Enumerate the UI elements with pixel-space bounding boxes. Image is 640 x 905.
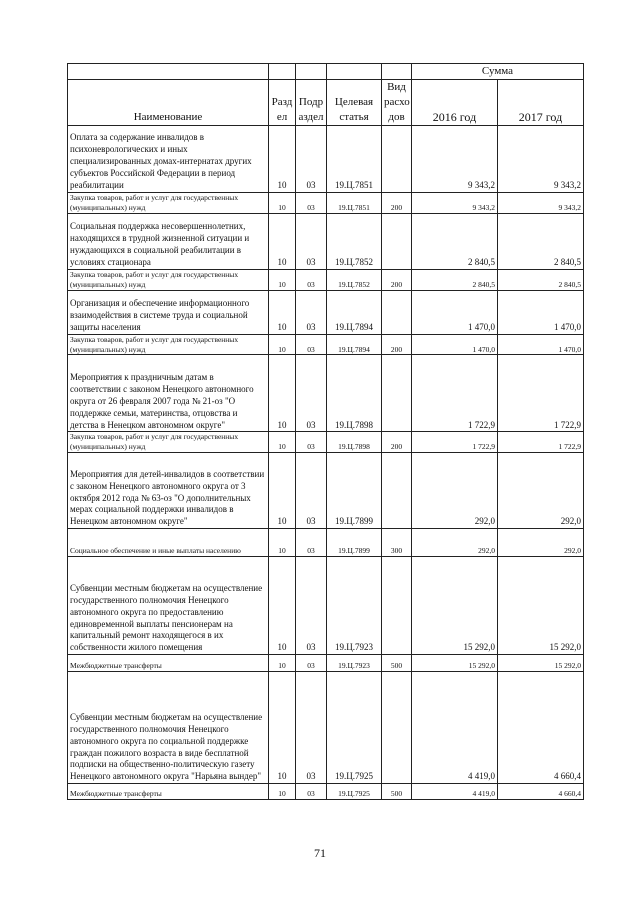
row-expense-type bbox=[382, 672, 412, 784]
row-sum-2017: 1 470,0 bbox=[498, 334, 584, 355]
row-podrazdel: 03 bbox=[296, 192, 327, 213]
row-razdel: 10 bbox=[269, 672, 296, 784]
row-target: 19.Ц.7899 bbox=[327, 529, 382, 557]
row-name: Организация и обеспечение информационного взаимодействия в системе труда и социальной защиты населения bbox=[68, 290, 269, 334]
row-expense-type bbox=[382, 125, 412, 192]
row-razdel: 10 bbox=[269, 453, 296, 529]
row-sum-2017: 1 722,9 bbox=[498, 355, 584, 432]
row-sum-2016: 292,0 bbox=[412, 453, 498, 529]
row-sum-2016: 1 722,9 bbox=[412, 432, 498, 453]
table-row bbox=[68, 334, 584, 355]
row-sum-2017: 292,0 bbox=[498, 453, 584, 529]
row-podrazdel: 03 bbox=[296, 355, 327, 432]
row-target: 19.Ц.7851 bbox=[327, 125, 382, 192]
row-name: Закупка товаров, работ и услуг для государственных (муниципальных) нужд bbox=[68, 432, 269, 453]
row-name: Межбюджетные трансферты bbox=[68, 655, 269, 672]
row-target: 19.Ц.7851 bbox=[327, 192, 382, 213]
table-row bbox=[68, 529, 584, 557]
header-expense-type: Вид расхо дов bbox=[382, 79, 412, 125]
row-razdel: 10 bbox=[269, 655, 296, 672]
row-expense-type bbox=[382, 213, 412, 269]
table-row bbox=[68, 213, 584, 269]
row-target: 19.Ц.7894 bbox=[327, 290, 382, 334]
row-sum-2017: 2 840,5 bbox=[498, 213, 584, 269]
table-row bbox=[68, 269, 584, 290]
row-name: Межбюджетные трансферты bbox=[68, 784, 269, 800]
row-expense-type: 300 bbox=[382, 529, 412, 557]
row-podrazdel: 03 bbox=[296, 269, 327, 290]
row-razdel: 10 bbox=[269, 213, 296, 269]
row-expense-type: 500 bbox=[382, 784, 412, 800]
row-podrazdel: 03 bbox=[296, 334, 327, 355]
row-podrazdel: 03 bbox=[296, 432, 327, 453]
row-target: 19.Ц.7923 bbox=[327, 557, 382, 655]
header-row-top bbox=[68, 64, 584, 80]
table-row bbox=[68, 557, 584, 655]
row-target: 19.Ц.7923 bbox=[327, 655, 382, 672]
row-razdel: 10 bbox=[269, 432, 296, 453]
header-year-2016: 2016 год bbox=[412, 79, 498, 125]
row-podrazdel: 03 bbox=[296, 529, 327, 557]
table-row bbox=[68, 432, 584, 453]
row-sum-2017: 292,0 bbox=[498, 529, 584, 557]
row-razdel: 10 bbox=[269, 784, 296, 800]
row-target: 19.Ц.7898 bbox=[327, 355, 382, 432]
header-year-2017: 2017 год bbox=[498, 79, 584, 125]
row-expense-type: 200 bbox=[382, 269, 412, 290]
table-row bbox=[68, 192, 584, 213]
row-podrazdel: 03 bbox=[296, 557, 327, 655]
row-razdel: 10 bbox=[269, 269, 296, 290]
row-sum-2016: 15 292,0 bbox=[412, 655, 498, 672]
row-target: 19.Ц.7899 bbox=[327, 453, 382, 529]
row-sum-2016: 9 343,2 bbox=[412, 125, 498, 192]
row-sum-2017: 1 470,0 bbox=[498, 290, 584, 334]
row-sum-2017: 4 660,4 bbox=[498, 672, 584, 784]
row-razdel: 10 bbox=[269, 355, 296, 432]
row-target: 19.Ц.7852 bbox=[327, 213, 382, 269]
row-name: Социальное обеспечение и иные выплаты населению bbox=[68, 529, 269, 557]
row-sum-2017: 1 722,9 bbox=[498, 432, 584, 453]
row-target: 19.Ц.7925 bbox=[327, 784, 382, 800]
row-sum-2017: 2 840,5 bbox=[498, 269, 584, 290]
row-target: 19.Ц.7894 bbox=[327, 334, 382, 355]
row-expense-type: 500 bbox=[382, 655, 412, 672]
row-podrazdel: 03 bbox=[296, 125, 327, 192]
row-razdel: 10 bbox=[269, 334, 296, 355]
page-number: 71 bbox=[314, 846, 326, 860]
row-sum-2016: 15 292,0 bbox=[412, 557, 498, 655]
row-name: Субвенции местным бюджетам на осуществление государственного полномочия Ненецкого автономного округа по предоставлению единовременной выплаты пенсионерам на капитальный ремонт находящегося в их собственности жилого помещения bbox=[68, 557, 269, 655]
table-row bbox=[68, 453, 584, 529]
table-row bbox=[68, 355, 584, 432]
row-sum-2016: 1 470,0 bbox=[412, 334, 498, 355]
row-razdel: 10 bbox=[269, 557, 296, 655]
row-target: 19.Ц.7852 bbox=[327, 269, 382, 290]
row-sum-2017: 4 660,4 bbox=[498, 784, 584, 800]
header-name: Наименование bbox=[68, 79, 269, 125]
row-podrazdel: 03 bbox=[296, 784, 327, 800]
row-expense-type: 200 bbox=[382, 432, 412, 453]
table-row bbox=[68, 655, 584, 672]
row-razdel: 10 bbox=[269, 529, 296, 557]
row-sum-2016: 1 470,0 bbox=[412, 290, 498, 334]
row-sum-2016: 292,0 bbox=[412, 529, 498, 557]
row-podrazdel: 03 bbox=[296, 290, 327, 334]
row-podrazdel: 03 bbox=[296, 213, 327, 269]
row-name: Закупка товаров, работ и услуг для государственных (муниципальных) нужд bbox=[68, 334, 269, 355]
row-razdel: 10 bbox=[269, 125, 296, 192]
row-podrazdel: 03 bbox=[296, 672, 327, 784]
row-sum-2016: 4 419,0 bbox=[412, 672, 498, 784]
row-name: Социальная поддержка несовершеннолетних, находящихся в трудной жизненной ситуации и нуждающихся в социальной реабилитации в условиях стационара bbox=[68, 213, 269, 269]
row-expense-type bbox=[382, 557, 412, 655]
row-name: Оплата за содержание инвалидов в психоневрологических и иных специализированных домах-интернатах других субъектов Российской Федерации в период реабилитации bbox=[68, 125, 269, 192]
header-row bbox=[68, 79, 584, 125]
row-podrazdel: 03 bbox=[296, 453, 327, 529]
row-expense-type: 200 bbox=[382, 334, 412, 355]
row-name: Закупка товаров, работ и услуг для государственных (муниципальных) нужд bbox=[68, 269, 269, 290]
row-sum-2016: 2 840,5 bbox=[412, 213, 498, 269]
row-expense-type bbox=[382, 290, 412, 334]
row-podrazdel: 03 bbox=[296, 655, 327, 672]
row-expense-type bbox=[382, 453, 412, 529]
table-row bbox=[68, 125, 584, 192]
row-sum-2016: 9 343,2 bbox=[412, 192, 498, 213]
row-razdel: 10 bbox=[269, 192, 296, 213]
table-row bbox=[68, 672, 584, 784]
row-sum-2016: 2 840,5 bbox=[412, 269, 498, 290]
header-razdel: Разд ел bbox=[269, 79, 296, 125]
row-sum-2017: 15 292,0 bbox=[498, 557, 584, 655]
header-sum: Сумма bbox=[412, 64, 584, 80]
table-row bbox=[68, 290, 584, 334]
budget-table bbox=[67, 63, 584, 800]
row-expense-type bbox=[382, 355, 412, 432]
row-razdel: 10 bbox=[269, 290, 296, 334]
header-podrazdel: Подр аздел bbox=[296, 79, 327, 125]
row-name: Закупка товаров, работ и услуг для государственных (муниципальных) нужд bbox=[68, 192, 269, 213]
header-target: Целевая статья bbox=[327, 79, 382, 125]
row-name: Мероприятия к праздничным датам в соответствии с законом Ненецкого автономного округа от 26 февраля 2007 года № 21-оз "О поддержке семьи, материнства, отцовства и детства в Ненецком автономном округе" bbox=[68, 355, 269, 432]
row-sum-2017: 9 343,2 bbox=[498, 192, 584, 213]
row-expense-type: 200 bbox=[382, 192, 412, 213]
row-sum-2017: 15 292,0 bbox=[498, 655, 584, 672]
table-row bbox=[68, 784, 584, 800]
header-spacer bbox=[68, 64, 269, 80]
row-sum-2016: 4 419,0 bbox=[412, 784, 498, 800]
row-sum-2016: 1 722,9 bbox=[412, 355, 498, 432]
row-target: 19.Ц.7898 bbox=[327, 432, 382, 453]
row-sum-2017: 9 343,2 bbox=[498, 125, 584, 192]
row-target: 19.Ц.7925 bbox=[327, 672, 382, 784]
row-name: Мероприятия для детей-инвалидов в соответствии с законом Ненецкого автономного округа от 3 октября 2012 года № 63-оз "О дополнительных мерах социальной поддержки инвалидов в Ненецком автономном округе" bbox=[68, 453, 269, 529]
row-name: Субвенции местным бюджетам на осуществление государственного полномочия Ненецкого автономного округа по социальной поддержке граждан пожилого возраста в виде бесплатной подписки на общественно-политическую газету Ненецкого автономного округа "Нарьяна вындер" bbox=[68, 672, 269, 784]
